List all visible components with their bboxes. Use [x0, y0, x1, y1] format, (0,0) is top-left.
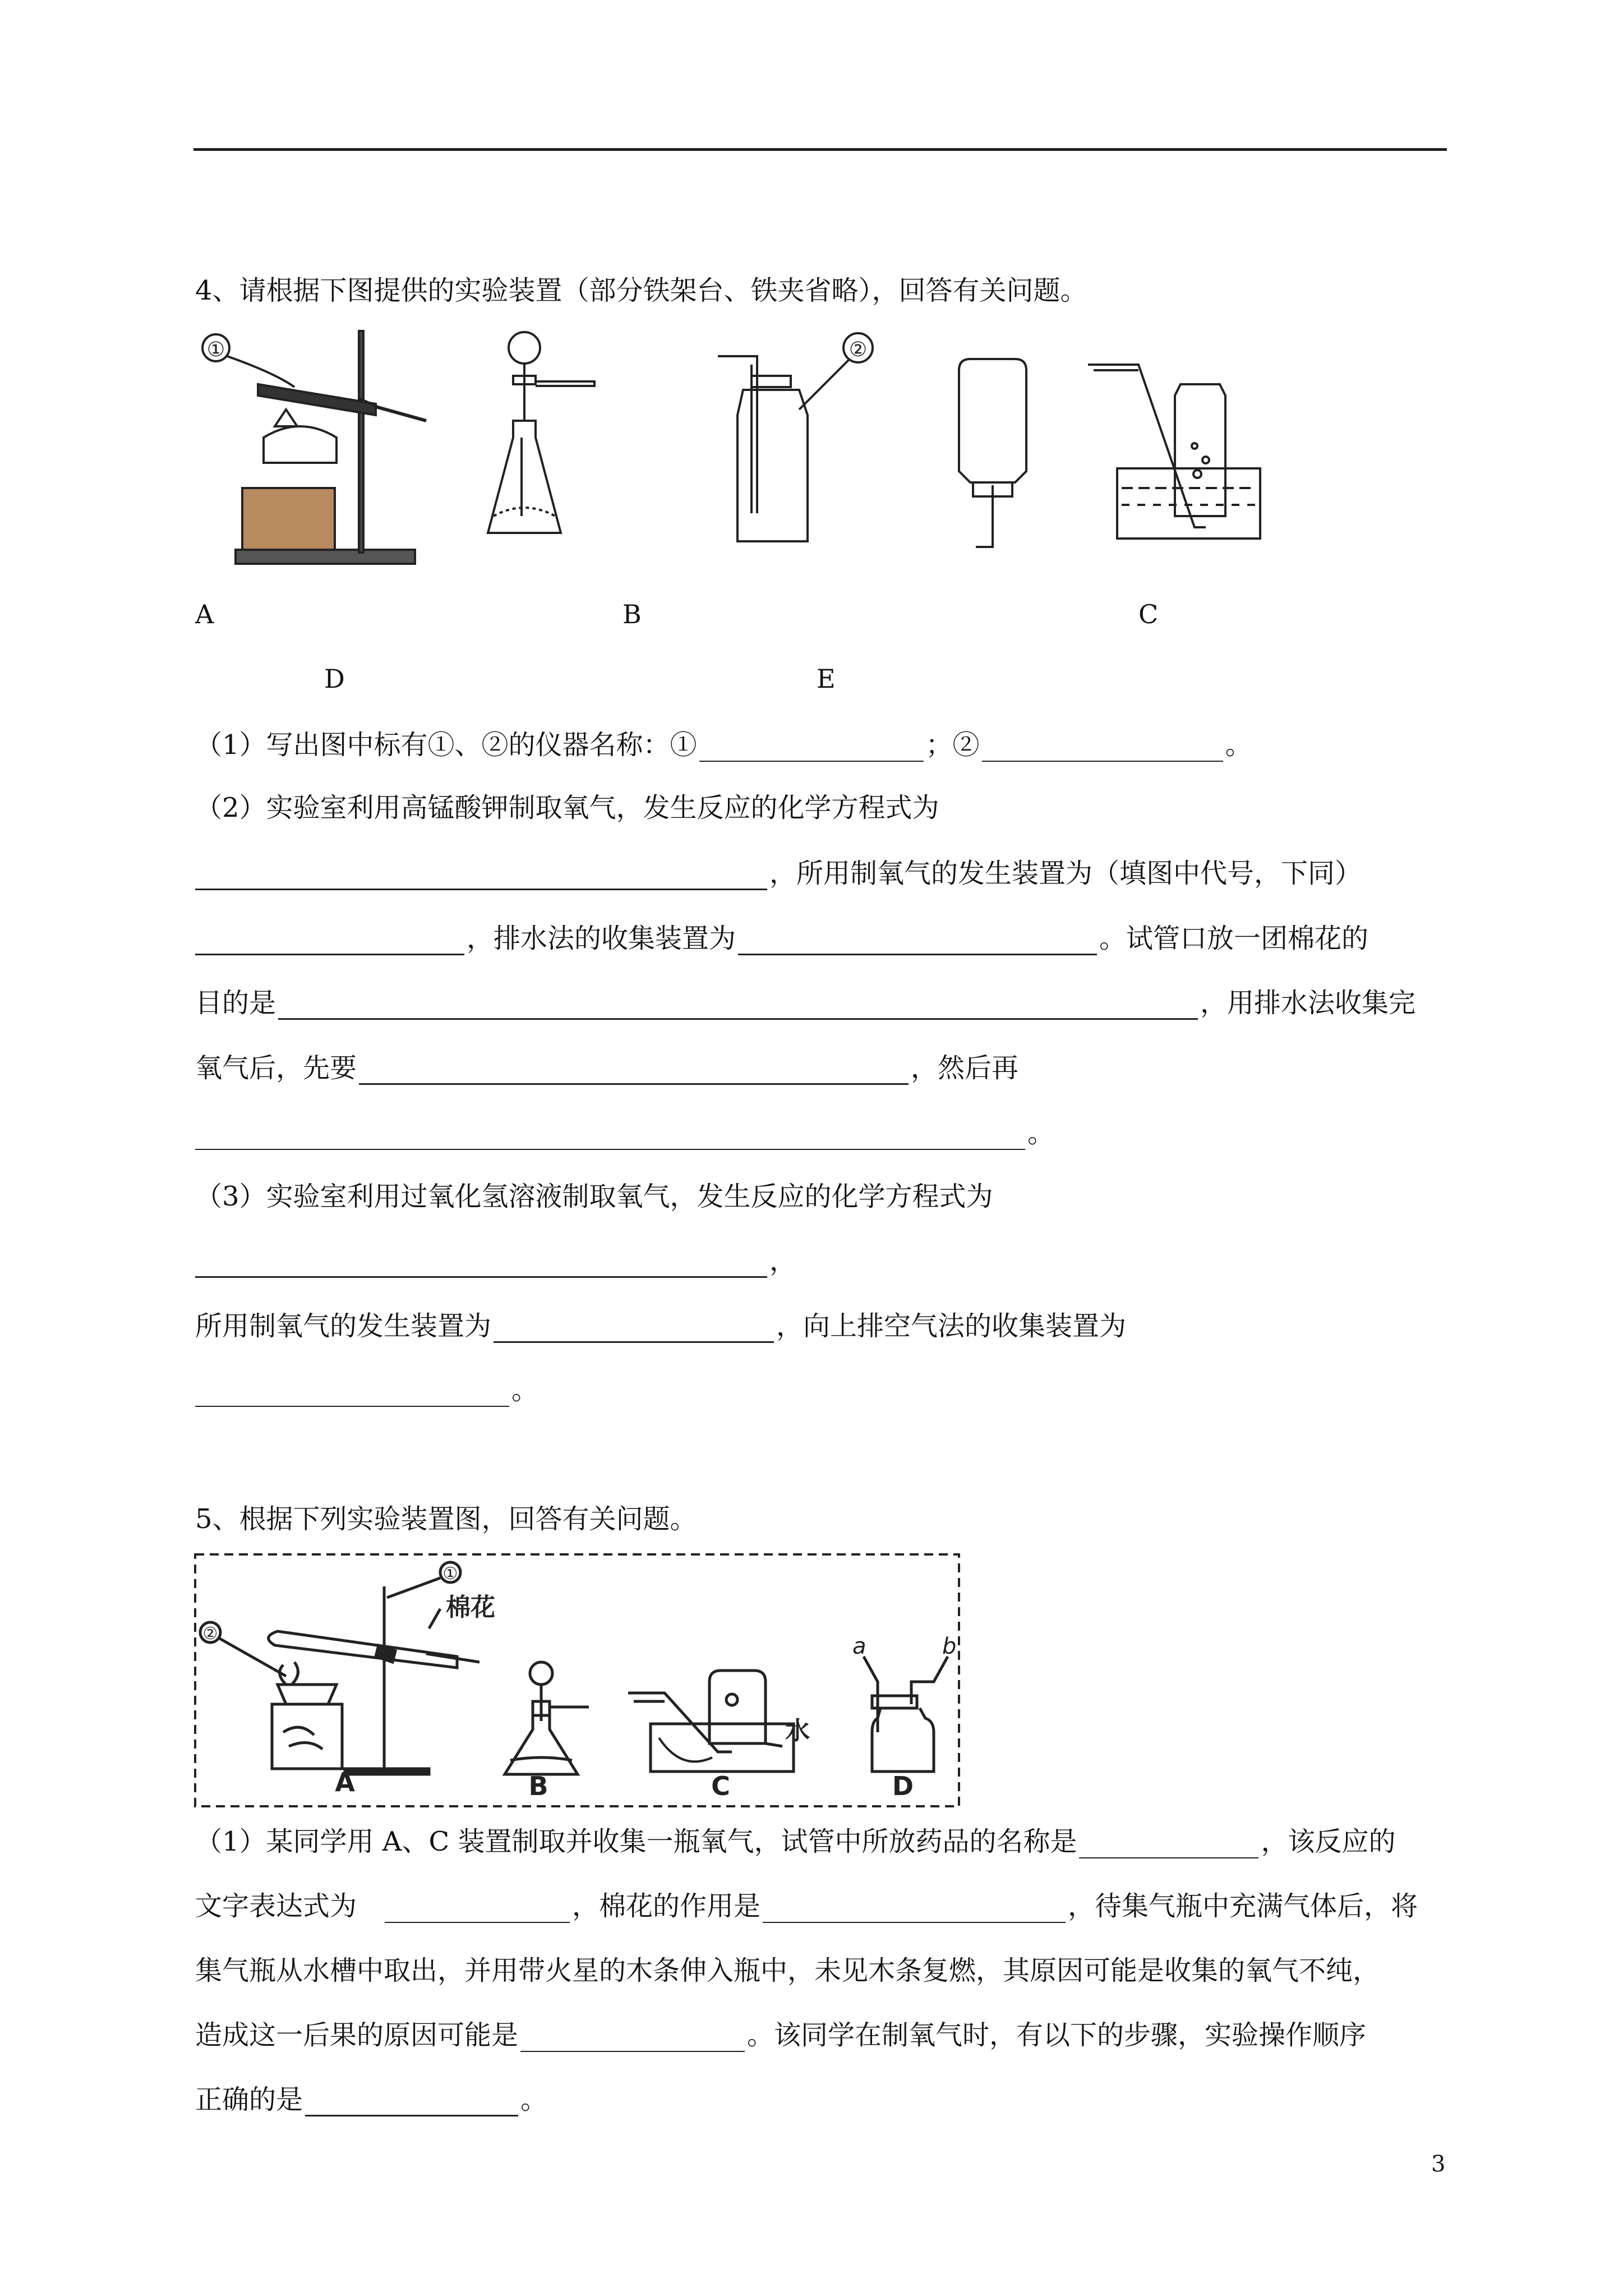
q4-part2-line4: 目的是 ，用排水法收集完	[195, 987, 1416, 1019]
q5-part1-line1: （1）某同学用 A、C 装置制取并收集一瓶氧气，试管中所放药品的名称是 ，该反应的	[195, 1826, 1396, 1857]
q4-part2-line6: 。	[195, 1116, 1054, 1150]
q5-marker-1: ①	[442, 1564, 458, 1584]
q4-label-b: B	[623, 599, 642, 629]
q4-part2-line2: ，所用制氧气的发生装置为（填图中代号，下同）	[195, 857, 1362, 890]
q5-apparatus-b	[505, 1662, 589, 1774]
q4-blank-generator-a[interactable]	[195, 929, 464, 955]
q4-blank-generator-b[interactable]	[494, 1317, 774, 1343]
q5-label-a: A	[335, 1767, 355, 1797]
q4-blank-cotton-purpose[interactable]	[278, 993, 1198, 1020]
q5-part1-line4: 造成这一后果的原因可能是 。该同学在制氧气时，有以下的步骤，实验操作顺序	[195, 2019, 1367, 2051]
q4-label-d: D	[324, 664, 345, 694]
q4-part2-intro: （2）实验室利用高锰酸钾制取氧气，发生反应的化学方程式为	[195, 792, 939, 823]
q4-blank-kmno4-equation[interactable]	[195, 864, 767, 890]
q5-water-label: 水	[785, 1717, 810, 1745]
q4-part1-line: （1）写出图中标有①、②的仪器名称：① ；② 。	[195, 729, 1252, 761]
q4-label-a: A	[195, 599, 214, 629]
q4-label-e: E	[817, 664, 836, 694]
q4-blank-instrument-1[interactable]	[699, 736, 924, 762]
q5-port-b-label: b	[942, 1634, 957, 1659]
q5-blank-impurity-cause[interactable]	[520, 2026, 745, 2052]
q4-part2-line3: ，排水法的收集装置为 。试管口放一团棉花的	[195, 922, 1368, 955]
q5-label-c: C	[711, 1771, 730, 1801]
q4-blank-first-step[interactable]	[359, 1059, 909, 1085]
page-number: 3	[1431, 2151, 1446, 2177]
q5-part1-line3: 集气瓶从水槽中取出，并用带火星的木条伸入瓶中，未见木条复燃，其原因可能是收集的氧气不纯，	[195, 1955, 1380, 1986]
q4-apparatus-b	[488, 332, 594, 533]
q4-title: 4、请根据下图提供的实验装置（部分铁架台、铁夹省略），回答有关问题。	[195, 275, 1087, 306]
q4-blank-water-collector[interactable]	[738, 929, 1097, 955]
q5-apparatus-figure	[193, 1553, 962, 1808]
q4-part2-line5: 氧气后，先要 ，然后再	[195, 1052, 1019, 1084]
q5-label-d: D	[892, 1771, 914, 1801]
q5-apparatus-c	[628, 1671, 810, 1772]
q5-title: 5、根据下列实验装置图，回答有关问题。	[195, 1503, 697, 1535]
q5-blank-cotton-purpose[interactable]	[763, 1897, 1066, 1923]
q5-part1-line2: 文字表达式为 ，棉花的作用是 ，待集气瓶中充满气体后，将	[195, 1890, 1418, 1922]
q4-apparatus-e	[1088, 365, 1260, 539]
q5-blank-word-equation[interactable]	[385, 1897, 570, 1923]
q5-marker-2: ②	[202, 1624, 218, 1644]
q5-part1-line5: 正确的是 。	[195, 2084, 548, 2115]
q4-part3-line4: 。	[195, 1373, 538, 1407]
q5-port-a-label: a	[852, 1634, 866, 1659]
q4-apparatus-a	[202, 331, 426, 564]
q4-blank-instrument-2[interactable]	[982, 736, 1223, 762]
q5-cotton-label: 棉花	[446, 1593, 495, 1622]
q5-apparatus-d	[852, 1634, 956, 1772]
q5-apparatus-a	[200, 1562, 495, 1774]
q4-blank-h2o2-equation[interactable]	[195, 1251, 767, 1278]
q4-blank-upward-collector[interactable]	[195, 1381, 509, 1407]
q5-label-b: B	[528, 1771, 548, 1801]
q4-apparatus-figure	[191, 325, 1290, 583]
q5-blank-reagent-name[interactable]	[1079, 1833, 1258, 1858]
q4-apparatus-c	[718, 333, 873, 541]
q4-marker-2: ②	[849, 338, 868, 361]
q4-part3-intro: （3）实验室利用过氧化氢溶液制取氧气，发生反应的化学方程式为	[195, 1181, 993, 1212]
q5-blank-step-order[interactable]	[305, 2090, 518, 2116]
q4-blank-then-step[interactable]	[195, 1124, 1025, 1150]
q4-part3-line2: ，	[195, 1244, 796, 1278]
q4-apparatus-d	[959, 359, 1026, 547]
header-rule	[193, 148, 1447, 151]
q4-marker-1: ①	[206, 338, 225, 361]
q4-part3-line3: 所用制氧气的发生装置为 ，向上排空气法的收集装置为	[195, 1310, 1127, 1342]
q4-label-c: C	[1138, 599, 1159, 629]
